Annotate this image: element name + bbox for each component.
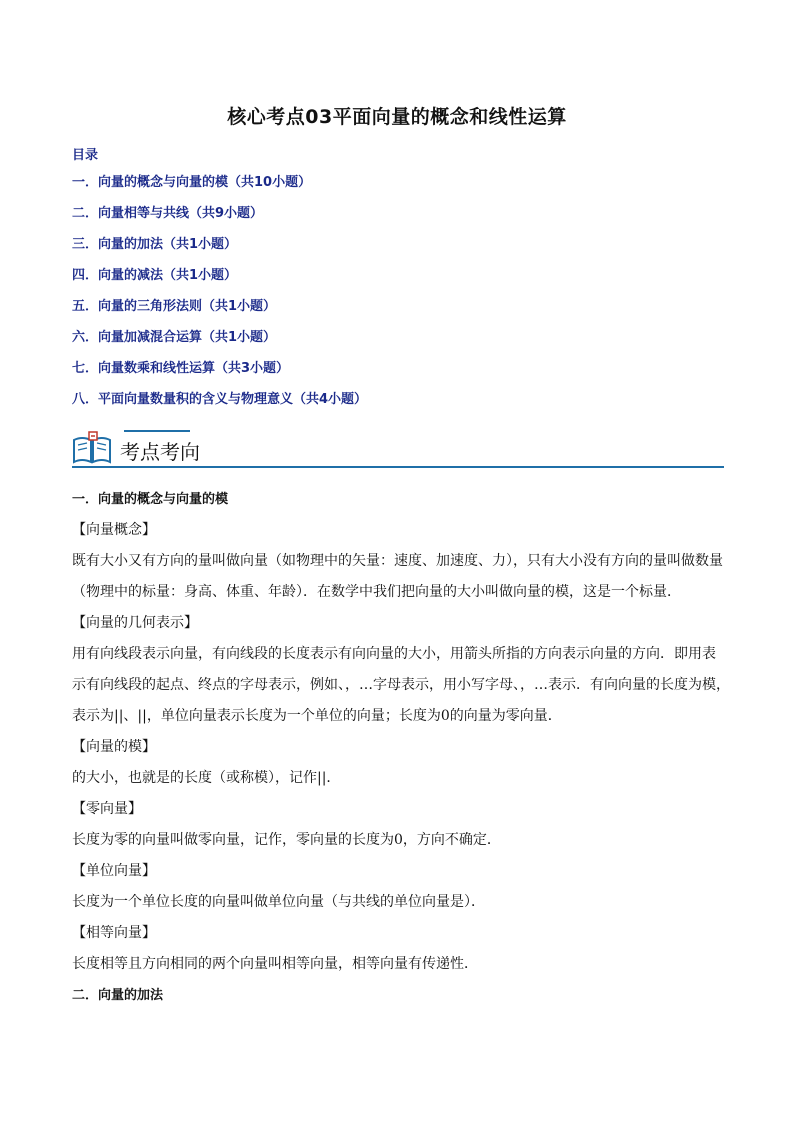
paragraph-line: 的大小，也就是的长度（或称模），记作||． [72, 770, 341, 786]
toc-heading: 目录 [72, 148, 99, 163]
subheading: 【相等向量】 [72, 925, 156, 941]
toc-item-3[interactable]: 三．向量的加法（共1小题） [72, 237, 238, 252]
toc-item-4[interactable]: 四．向量的减法（共1小题） [72, 268, 238, 283]
page-title: 核心考点03平面向量的概念和线性运算 [227, 106, 567, 128]
open-book-icon [72, 430, 112, 464]
paragraph-line: 长度为一个单位长度的向量叫做单位向量（与共线的单位向量是）． [72, 894, 485, 910]
toc-item-8[interactable]: 八．平面向量数量积的含义与物理意义（共4小题） [72, 392, 368, 407]
paragraph-line: 示有向线段的起点、终点的字母表示，例如、，…字母表示，用小写字母、，…表示．有向向量的长度为模， [72, 677, 730, 693]
section-heading: 一．向量的概念与向量的模 [72, 492, 229, 507]
paragraph-line: 表示为||、||，单位向量表示长度为一个单位的向量；长度为0的向量为零向量． [72, 708, 562, 724]
toc-item-5[interactable]: 五．向量的三角形法则（共1小题） [72, 299, 277, 314]
section-banner [72, 426, 724, 472]
subheading: 【向量的模】 [72, 739, 156, 755]
toc-item-7[interactable]: 七．向量数乘和线性运算（共3小题） [72, 361, 290, 376]
subheading: 【单位向量】 [72, 863, 156, 879]
banner-title: 考点考向 [120, 440, 200, 464]
toc-item-2[interactable]: 二．向量相等与共线（共9小题） [72, 206, 264, 221]
paragraph-line: 长度为零的向量叫做零向量，记作，零向量的长度为0，方向不确定． [72, 832, 501, 848]
toc-item-6[interactable]: 六．向量加减混合运算（共1小题） [72, 330, 277, 345]
paragraph-line: 长度相等且方向相同的两个向量叫相等向量，相等向量有传递性． [72, 956, 478, 972]
table-of-contents [72, 170, 367, 418]
content-body [72, 484, 730, 1011]
toc-item-1[interactable]: 一．向量的概念与向量的模（共10小题） [72, 175, 312, 190]
subheading: 【向量的几何表示】 [72, 615, 198, 631]
paragraph-line: 用有向线段表示向量，有向线段的长度表示有向向量的大小，用箭头所指的方向表示向量的方向．即用表 [72, 646, 716, 662]
paragraph-line: 既有大小又有方向的量叫做向量（如物理中的矢量：速度、加速度、力），只有大小没有方向的量叫做数量 [72, 553, 723, 569]
subheading: 【向量概念】 [72, 522, 156, 538]
paragraph-line: （物理中的标量：身高、体重、年龄）．在数学中我们把向量的大小叫做向量的模，这是一个标量． [72, 584, 681, 600]
section-heading: 二．向量的加法 [72, 988, 164, 1003]
subheading: 【零向量】 [72, 801, 142, 817]
banner-rule [72, 466, 724, 468]
banner-accent-line [124, 430, 190, 432]
